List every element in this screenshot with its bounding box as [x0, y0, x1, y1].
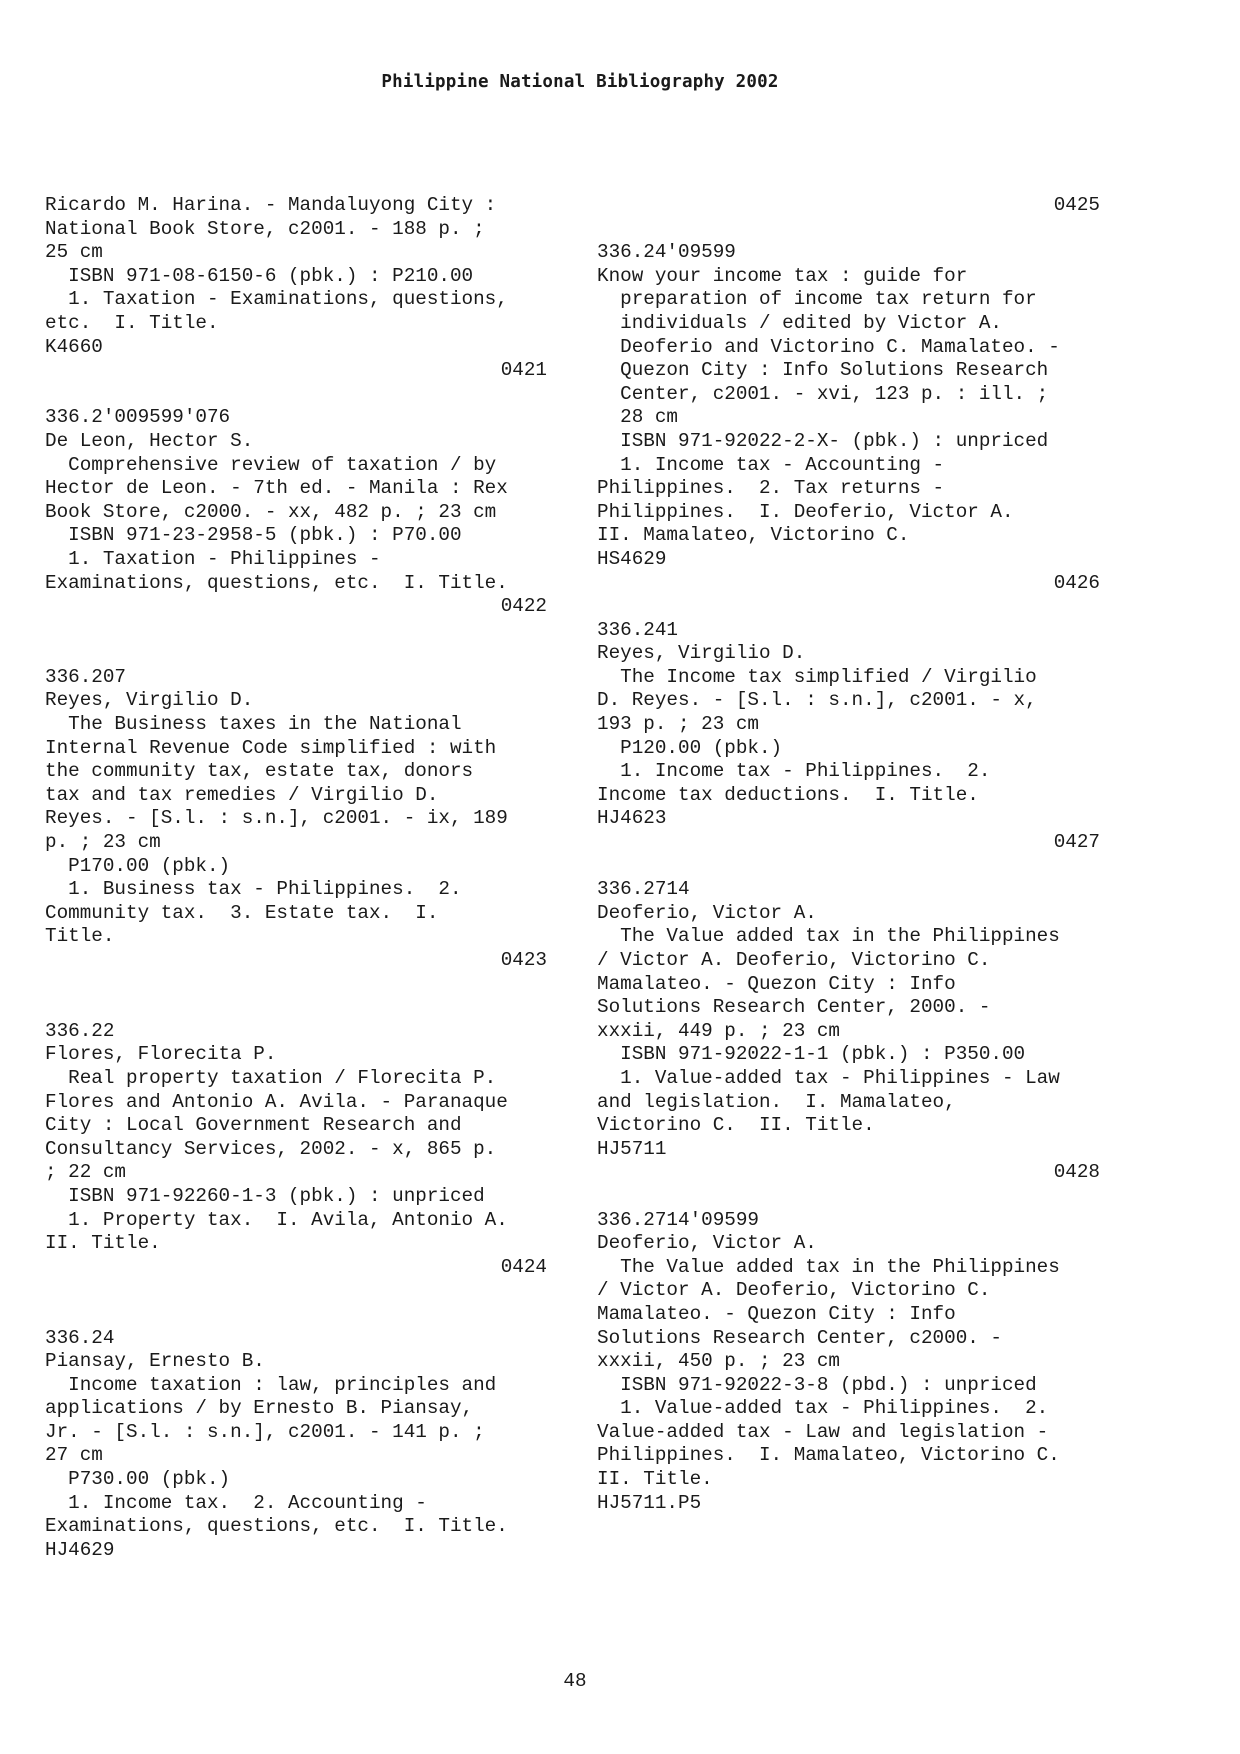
entry-line: etc. I. Title.: [45, 311, 219, 334]
entry-line: [597, 218, 1100, 242]
entry-line: tax and tax remedies / Virgilio D.: [45, 783, 439, 806]
entry-line: 336.2714: [597, 878, 690, 901]
entry-line: 1. Income tax - Philippines. 2.: [597, 760, 991, 783]
entry-line: 1. Value-added tax - Philippines. 2.: [597, 1397, 1049, 1420]
entry-line: D. Reyes. - [S.l. : s.n.], c2001. - x,: [597, 689, 1037, 712]
entry-line: ; 22 cm: [45, 1161, 126, 1184]
entry-line: Real property taxation / Florecita P.: [45, 1066, 497, 1089]
entry-line: / Victor A. Deoferio, Victorino C.: [597, 949, 991, 971]
entry-line: II. Title.: [45, 1232, 161, 1255]
entry-line: Reyes, Virgilio D.: [45, 689, 254, 712]
entry-line: HJ4623: [597, 807, 667, 830]
entry-line: Income tax deductions. I. Title.: [597, 783, 979, 806]
entry-number: 0423: [500, 949, 547, 971]
entry-line: P120.00 (pbk.): [597, 736, 783, 759]
entry-line: 1. Taxation - Philippines -: [45, 547, 381, 570]
entry-line: 336.24: [45, 1326, 115, 1349]
entry-line: 1. Income tax - Accounting -: [597, 453, 945, 476]
entry-line: ISBN 971-92260-1-3 (pbk.) : unpriced: [45, 1184, 485, 1207]
entry-line: Examinations, questions, etc. I. Title.: [45, 571, 508, 594]
entry-line: Comprehensive review of taxation / by: [45, 453, 497, 476]
entry-number: 0422: [500, 595, 547, 618]
entry-line: / Victor A. Deoferio, Victorino C.: [597, 1279, 991, 1302]
entry-line: [45, 1303, 547, 1327]
right-column: [597, 194, 1100, 1515]
entry-line: II. Mamalateo, Victorino C.: [597, 524, 910, 547]
entry-line: Jr. - [S.l. : s.n.], c2001. - 141 p. ;: [45, 1420, 485, 1443]
entry-line: 193 p. ; 23 cm: [597, 713, 759, 736]
entry-line: ISBN 971-23-2958-5 (pbk.) : P70.00: [45, 524, 462, 547]
entry-number: 0424: [500, 1255, 547, 1278]
entry-line: 1. Business tax - Philippines. 2.: [45, 878, 462, 901]
entry-line: p. ; 23 cm: [45, 831, 161, 854]
entry-line: ISBN 971-08-6150-6 (pbk.) : P210.00: [45, 264, 474, 287]
entry-line: Mamalateo. - Quezon City : Info: [597, 1302, 956, 1325]
entry-line: Solutions Research Center, 2000. -: [597, 996, 991, 1019]
entry-line: [45, 383, 547, 407]
entry-line: Solutions Research Center, c2000. -: [597, 1326, 1002, 1349]
entry-line: Deoferio, Victor A.: [597, 1232, 817, 1255]
entry-line: 336.2'009599'076: [45, 406, 231, 429]
left-column: [45, 194, 547, 1562]
entry-line: [45, 1279, 547, 1303]
entry-line: Examinations, questions, etc. I. Title.: [45, 1515, 508, 1538]
entry-line: 27 cm: [45, 1444, 103, 1467]
entry-line: Flores and Antonio A. Avila. - Paranaque: [45, 1090, 508, 1113]
entry-line: 336.241: [597, 618, 678, 641]
entry-line: ISBN 971-92022-2-X- (pbk.) : unpriced: [597, 429, 1049, 452]
entry-line: [45, 973, 547, 997]
entry-line: [597, 1185, 1100, 1209]
entry-number: 0425: [1053, 194, 1100, 216]
entry-line: the community tax, estate tax, donors: [45, 760, 474, 783]
entry-line: Reyes. - [S.l. : s.n.], c2001. - ix, 189: [45, 807, 508, 830]
entry-line: Victorino C. II. Title.: [597, 1114, 875, 1137]
entry-line: 336.2714'09599: [597, 1208, 759, 1231]
entry-line: Center, c2001. - xvi, 123 p. : ill. ;: [597, 382, 1049, 405]
entry-number: 0428: [1053, 1161, 1100, 1184]
entry-line: ISBN 971-92022-3-8 (pbd.) : unpriced: [597, 1373, 1037, 1396]
entry-line: [45, 996, 547, 1020]
entry-line: ISBN 971-92022-1-1 (pbk.) : P350.00: [597, 1043, 1026, 1066]
entry-line: Ricardo M. Harina. - Mandaluyong City :: [45, 194, 497, 216]
entry-line: City : Local Government Research and: [45, 1114, 462, 1137]
entry-line: Hector de Leon. - 7th ed. - Manila : Rex: [45, 477, 508, 500]
entry-line: 336.24'09599: [597, 241, 736, 264]
entry-line: 1. Taxation - Examinations, questions,: [45, 288, 508, 311]
entry-line: Community tax. 3. Estate tax. I.: [45, 901, 439, 924]
entry-line: Deoferio, Victor A.: [597, 901, 817, 924]
entry-line: The Income tax simplified / Virgilio: [597, 665, 1037, 688]
entry-number: 0421: [500, 359, 547, 382]
entry-line: 336.207: [45, 665, 126, 688]
entry-line: [597, 855, 1100, 879]
entry-line: applications / by Ernesto B. Piansay,: [45, 1397, 474, 1420]
entry-line: HS4629: [597, 547, 667, 570]
entry-line: 336.22: [45, 1019, 115, 1042]
entry-line: 28 cm: [597, 406, 678, 429]
entry-line: 1. Income tax. 2. Accounting -: [45, 1491, 427, 1514]
entry-line: Flores, Florecita P.: [45, 1043, 277, 1066]
entry-line: Piansay, Ernesto B.: [45, 1350, 265, 1373]
entry-line: [597, 595, 1100, 619]
entry-line: The Value added tax in the Philippines: [597, 925, 1060, 948]
entry-line: Title.: [45, 925, 115, 948]
entry-line: xxxii, 449 p. ; 23 cm: [597, 1019, 840, 1042]
page-header: Philippine National Bibliography 2002: [381, 72, 779, 92]
entry-number: 0426: [1053, 571, 1100, 594]
entry-line: individuals / edited by Victor A.: [597, 311, 1002, 334]
entry-line: II. Title.: [597, 1468, 713, 1491]
entry-line: National Book Store, c2001. - 188 p. ;: [45, 217, 485, 240]
entry-line: preparation of income tax return for: [597, 288, 1037, 311]
entry-line: and legislation. I. Mamalateo,: [597, 1090, 956, 1113]
page-number: 48: [563, 1670, 587, 1692]
entry-line: P730.00 (pbk.): [45, 1468, 231, 1491]
entry-line: Reyes, Virgilio D.: [597, 642, 806, 665]
entry-line: [45, 619, 547, 643]
entry-line: [45, 642, 547, 666]
entry-line: Income taxation : law, principles and: [45, 1373, 497, 1396]
entry-line: K4660: [45, 335, 103, 358]
entry-line: Quezon City : Info Solutions Research: [597, 359, 1049, 382]
entry-line: P170.00 (pbk.): [45, 854, 231, 877]
entry-line: 1. Value-added tax - Philippines - Law: [597, 1066, 1060, 1089]
entry-line: Book Store, c2000. - xx, 482 p. ; 23 cm: [45, 500, 497, 523]
entry-number: 0427: [1053, 831, 1100, 854]
entry-line: Internal Revenue Code simplified : with: [45, 736, 497, 759]
entry-line: De Leon, Hector S.: [45, 429, 254, 452]
entry-line: The Business taxes in the National: [45, 713, 462, 736]
entry-line: HJ5711: [597, 1137, 667, 1160]
entry-line: Philippines. I. Deoferio, Victor A.: [597, 500, 1014, 523]
entry-line: 1. Property tax. I. Avila, Antonio A.: [45, 1208, 508, 1231]
entry-line: HJ4629: [45, 1538, 115, 1561]
entry-line: Value-added tax - Law and legislation -: [597, 1420, 1049, 1443]
entry-line: Deoferio and Victorino C. Mamalateo. -: [597, 335, 1060, 358]
entry-line: Mamalateo. - Quezon City : Info: [597, 972, 956, 995]
entry-line: Philippines. 2. Tax returns -: [597, 477, 945, 500]
entry-line: Philippines. I. Mamalateo, Victorino C.: [597, 1444, 1060, 1467]
entry-line: HJ5711.P5: [597, 1491, 702, 1514]
entry-line: The Value added tax in the Philippines: [597, 1255, 1060, 1278]
entry-line: Know your income tax : guide for: [597, 264, 968, 287]
entry-line: xxxii, 450 p. ; 23 cm: [597, 1350, 840, 1373]
entry-line: 25 cm: [45, 241, 103, 264]
entry-line: Consultancy Services, 2002. - x, 865 p.: [45, 1137, 497, 1160]
